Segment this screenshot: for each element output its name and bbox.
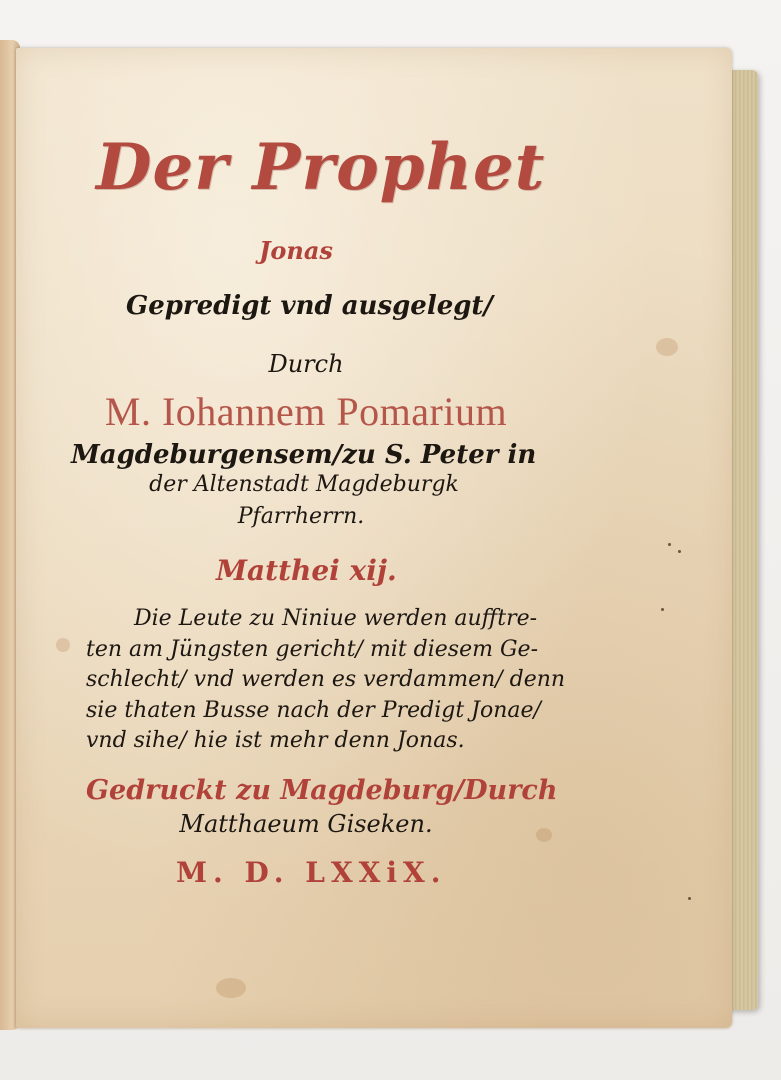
imprint-line: Gedruckt zu Magdeburg/Durch [86,775,558,806]
scripture-line: Die Leute zu Niniue werden aufftre- [134,606,538,631]
scripture-quote [86,604,566,757]
book-subtitle: Gepredigt vnd ausgelegt/ [126,291,493,321]
scripture-reference: Matthei xij. [216,554,397,587]
author-name: M. Iohannem Pomarium [104,389,508,434]
book-subject: Jonas [259,236,333,265]
author-place-line-2: der Altenstadt Magdeburgk [149,472,459,497]
printer-name: Matthaeum Giseken. [179,810,433,838]
foxing-spot [216,978,246,998]
scripture-line: ten am Jüngsten gericht/ mit diesem Ge- [86,636,538,662]
foxing-spot [56,638,70,652]
scripture-line: vnd sihe/ hie ist mehr denn Jonas. [86,728,465,753]
book-title: Der Prophet [96,130,546,205]
foxing-spot [536,828,552,842]
ink-speck [661,608,664,611]
book-spine [728,70,758,1010]
title-page [16,48,732,1028]
ink-speck [678,550,681,553]
scripture-line: schlecht/ vnd werden es verdammen/ denn [86,667,566,692]
author-place-line-1: Magdeburgensem/zu S. Peter in [71,440,537,470]
ink-speck [668,543,671,546]
publication-year: M. D. LXXiX. [176,856,447,889]
ink-speck [688,897,691,900]
by-word: Durch [268,350,344,378]
author-place-line-3: Pfarrherrn. [237,504,365,529]
foxing-spot [656,338,678,356]
scripture-line: sie thaten Busse nach der Predigt Jonae/ [86,697,541,723]
